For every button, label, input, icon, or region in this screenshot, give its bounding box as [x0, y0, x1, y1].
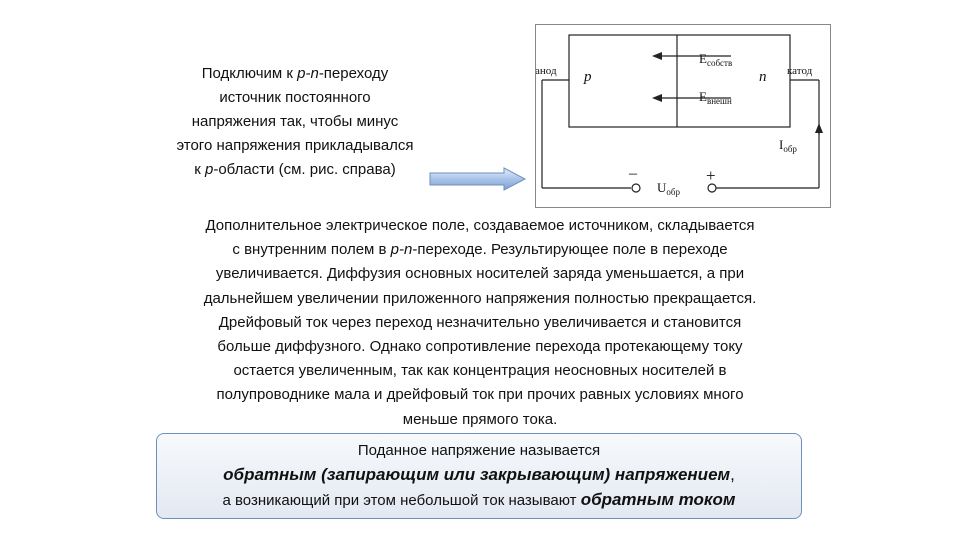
pn-junction-diagram [535, 24, 831, 208]
main-line: полупроводнике мала и дрейфовый ток при прочих равных условиях много [216, 386, 744, 404]
definition-callout [156, 433, 802, 519]
main-line: больше диффузного. Однако сопротивление перехода протекающему току [217, 338, 743, 356]
callout-line-2: обратным (запирающим или закрывающим) напряжением, [223, 465, 735, 484]
main-text [138, 214, 822, 432]
callout-line-3: а возникающий при этом небольшой ток называют обратным током [222, 490, 736, 509]
intro-line-5: к p-области (см. рис. справа) [194, 161, 396, 178]
field-arrow-own-icon [652, 52, 662, 60]
main-line: увеличивается. Диффузия основных носителей заряда уменьшается, а при [215, 265, 745, 283]
main-line: с внутренним полем в p-n-переходе. Результирующее поле в переходе [232, 241, 728, 259]
main-line: Дрейфовый ток через переход незначительно увеличивается и становится [218, 313, 742, 331]
semiconductor-block [569, 35, 790, 127]
intro-line-2: источник постоянного [219, 89, 371, 106]
main-line: остается увеличенным, так как концентрация неосновных носителей в [233, 362, 727, 380]
plus-sign: + [706, 166, 716, 185]
main-line: Дополнительное электрическое поле, создаваемое источником, складывается [205, 217, 755, 234]
minus-sign: – [629, 165, 637, 182]
callout-line-1: Поданное напряжение называется [357, 442, 601, 459]
current-label: $I_{обр}$ [779, 137, 797, 154]
pointer-arrow-icon [428, 166, 528, 192]
voltage-label: $U_{обр}$ [657, 180, 680, 197]
intro-line-1: Подключим к p-n-переходу [201, 65, 389, 82]
field-arrow-ext-icon [652, 94, 662, 102]
main-line: дальнейшем увеличении приложенного напряжения полностью прекращается. [203, 289, 757, 307]
e-ext-label: $E_{внешн}$ [699, 89, 732, 106]
intro-line-4: этого напряжения прикладывался [176, 137, 414, 154]
current-arrow-icon [815, 123, 823, 133]
e-own-label: $E_{собств}$ [699, 51, 733, 68]
n-region-label: n [759, 69, 767, 85]
anode-label: анод [536, 65, 557, 77]
main-line: меньше прямого тока. [402, 410, 558, 428]
intro-text [140, 62, 450, 182]
p-region-label: p [584, 69, 592, 85]
cathode-label: катод [787, 65, 813, 77]
intro-line-3: напряжения так, чтобы минус [191, 113, 399, 130]
